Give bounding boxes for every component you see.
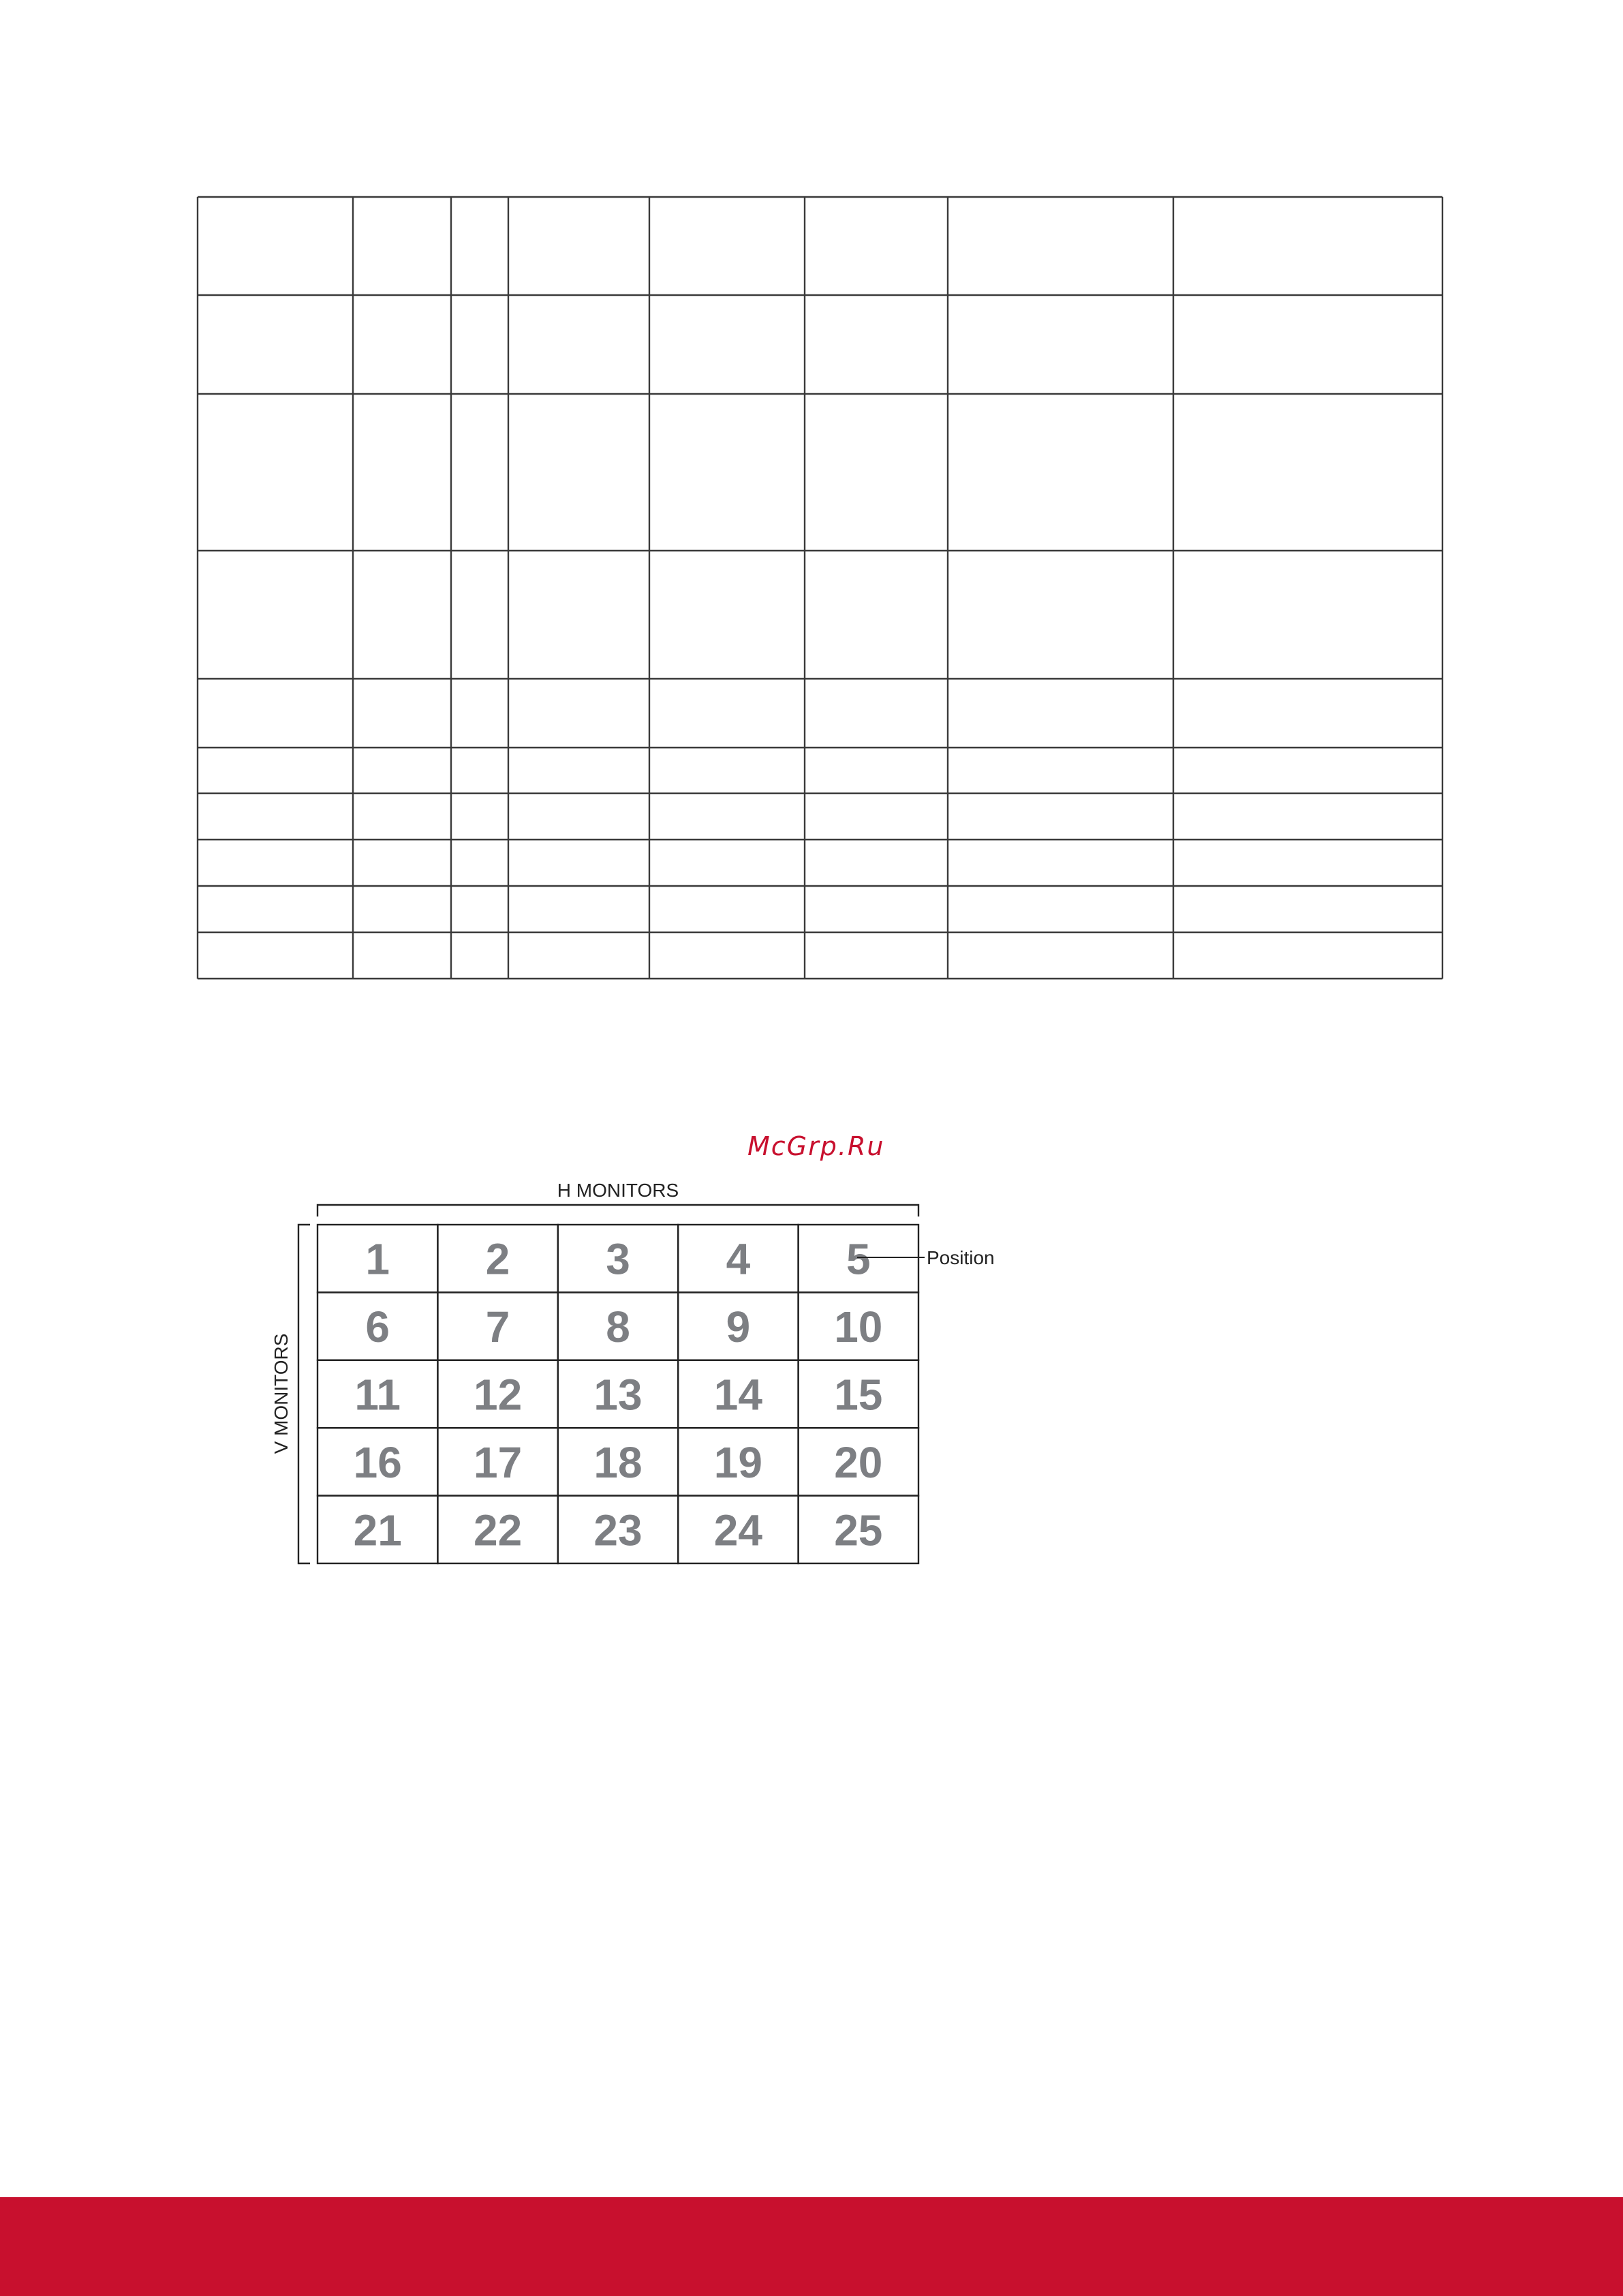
tile-position-number: 12 <box>474 1370 523 1420</box>
footer-bar <box>0 2197 1623 2296</box>
tile-position-number: 21 <box>353 1505 402 1555</box>
tile-grid <box>318 1225 918 1563</box>
tile-position-number: 1 <box>365 1234 390 1284</box>
tile-position-number: 3 <box>606 1234 630 1284</box>
tile-position-number: 11 <box>354 1370 401 1420</box>
spec-table <box>0 0 1623 981</box>
h-monitors-label: H MONITORS <box>557 1180 679 1201</box>
tile-position-number: 14 <box>713 1370 762 1420</box>
tile-position-diagram <box>0 1159 1623 1595</box>
tile-position-number: 23 <box>593 1505 643 1555</box>
h-monitors-bracket <box>318 1205 918 1216</box>
tile-position-number: 19 <box>713 1437 762 1487</box>
spec-table-grid <box>198 197 1442 979</box>
position-callout-label: Position <box>927 1247 995 1268</box>
tile-position-number: 17 <box>474 1437 523 1487</box>
tile-position-number: 13 <box>593 1370 643 1420</box>
tile-position-number: 24 <box>713 1505 762 1555</box>
tile-position-number: 16 <box>353 1437 402 1487</box>
tile-position-number: 25 <box>834 1505 883 1555</box>
v-monitors-bracket <box>298 1225 310 1563</box>
tile-position-number: 8 <box>606 1302 630 1352</box>
v-monitors-label: V MONITORS <box>270 1333 292 1454</box>
tile-position-number: 9 <box>726 1302 751 1352</box>
tile-position-number: 2 <box>485 1234 510 1284</box>
tile-position-number: 7 <box>485 1302 510 1352</box>
tile-position-number: 20 <box>834 1437 883 1487</box>
watermark-text: McGrp.Ru <box>747 1131 885 1161</box>
tile-position-number: 22 <box>474 1505 523 1555</box>
tile-position-number: 10 <box>834 1302 883 1352</box>
tile-position-number: 15 <box>834 1370 883 1420</box>
tile-position-number: 5 <box>846 1234 871 1284</box>
tile-position-number: 6 <box>365 1302 390 1352</box>
tile-position-number: 18 <box>593 1437 643 1487</box>
tile-position-number: 4 <box>726 1234 751 1284</box>
